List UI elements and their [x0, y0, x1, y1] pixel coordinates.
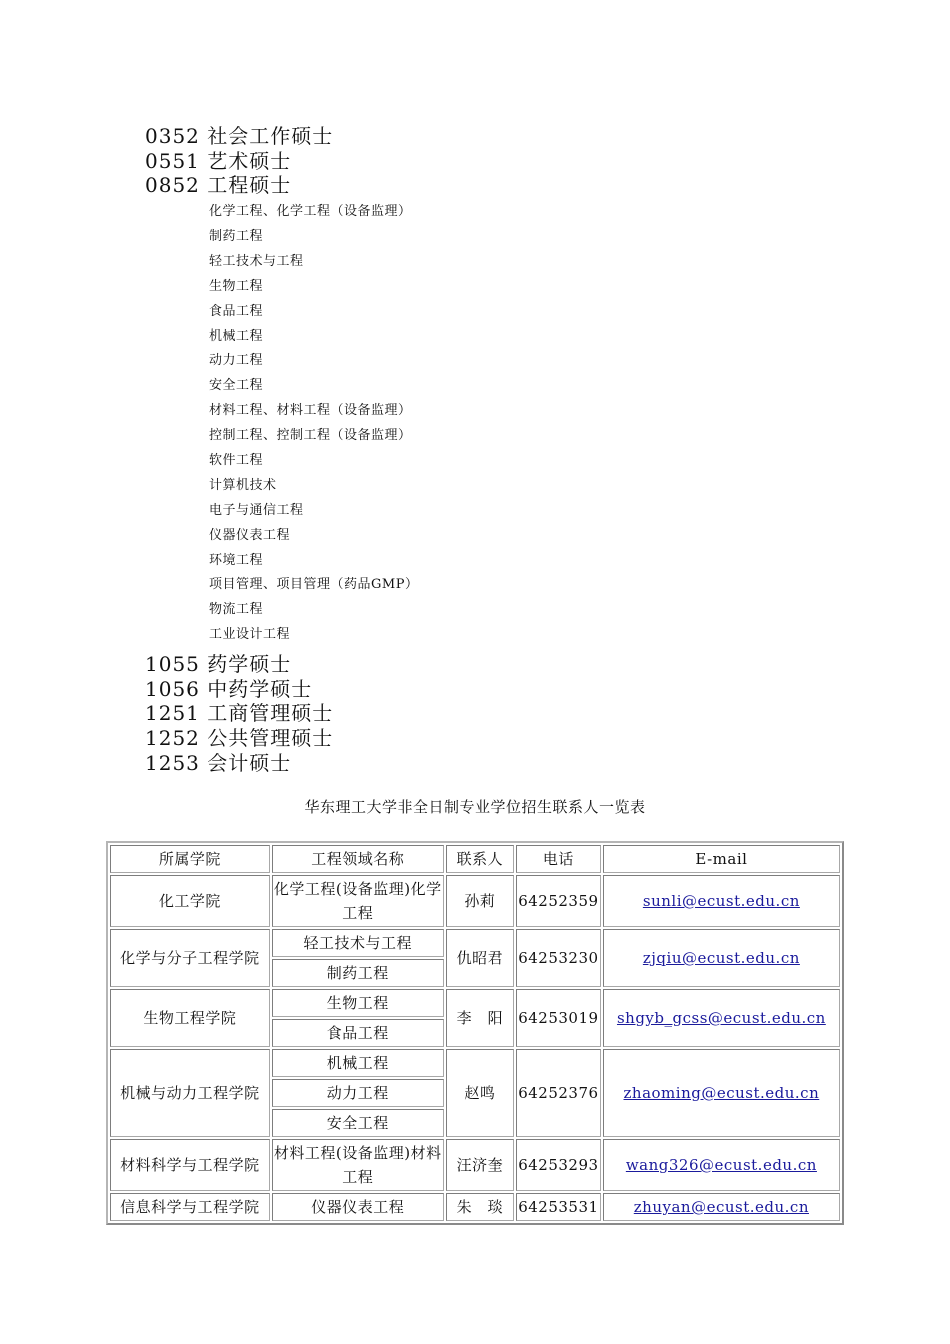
email-link[interactable]: zjqiu@ecust.edu.cn [642, 949, 800, 967]
engineering-field: 环境工程 [209, 552, 264, 568]
contact-table [106, 841, 844, 1225]
email-link[interactable]: wang326@ecust.edu.cn [625, 1156, 817, 1174]
contact-cell: 赵鸣 [446, 1049, 514, 1137]
field-cell: 机械工程 [272, 1049, 444, 1077]
field-cell: 生物工程 [272, 989, 444, 1017]
engineering-field: 食品工程 [209, 303, 264, 319]
field-cell: 制药工程 [272, 959, 444, 987]
table-row [110, 1193, 840, 1221]
engineering-field: 项目管理、项目管理（药品GMP） [209, 577, 419, 593]
table-row [110, 989, 840, 1017]
header-contact: 联系人 [446, 845, 514, 873]
college-cell: 机械与动力工程学院 [110, 1049, 270, 1137]
table-row [110, 1139, 840, 1191]
email-link[interactable]: zhaoming@ecust.edu.cn [623, 1084, 820, 1102]
email-cell [603, 1193, 840, 1221]
email-cell [603, 929, 840, 987]
field-cell: 材料工程(设备监理)材料工程 [272, 1139, 444, 1191]
phone-cell: 64253230 [516, 929, 601, 987]
engineering-field: 机械工程 [209, 328, 264, 344]
phone-cell: 64252376 [516, 1049, 601, 1137]
email-cell [603, 1139, 840, 1191]
table-row [110, 929, 840, 957]
engineering-field: 制药工程 [209, 228, 264, 244]
degree-1251: 1251 工商管理硕士 [145, 701, 334, 726]
header-college: 所属学院 [110, 845, 270, 873]
degree-0551: 0551 艺术硕士 [145, 148, 292, 173]
degree-0852: 0852 工程硕士 [145, 173, 292, 198]
contact-cell: 朱 琰 [446, 1193, 514, 1221]
engineering-field: 工业设计工程 [209, 627, 291, 643]
contact-cell: 仇昭君 [446, 929, 514, 987]
contact-cell: 李 阳 [446, 989, 514, 1047]
email-cell [603, 989, 840, 1047]
field-cell: 化学工程(设备监理)化学工程 [272, 875, 444, 927]
field-cell: 安全工程 [272, 1109, 444, 1137]
email-cell [603, 875, 840, 927]
engineering-field: 电子与通信工程 [209, 502, 304, 518]
college-cell: 生物工程学院 [110, 989, 270, 1047]
table-row [110, 1049, 840, 1077]
engineering-field: 生物工程 [209, 278, 264, 294]
field-cell: 轻工技术与工程 [272, 929, 444, 957]
table-caption: 华东理工大学非全日制专业学位招生联系人一览表 [304, 798, 646, 816]
phone-cell: 64253293 [516, 1139, 601, 1191]
phone-cell: 64253019 [516, 989, 601, 1047]
degree-1055: 1055 药学硕士 [145, 652, 292, 677]
email-link[interactable]: sunli@ecust.edu.cn [642, 892, 800, 910]
phone-cell: 64252359 [516, 875, 601, 927]
header-email: E-mail [603, 845, 840, 873]
contact-cell: 孙莉 [446, 875, 514, 927]
degree-1056: 1056 中药学硕士 [145, 676, 313, 701]
email-link[interactable]: zhuyan@ecust.edu.cn [633, 1198, 809, 1216]
engineering-field-list [209, 198, 418, 652]
degree-1252: 1252 公共管理硕士 [145, 726, 334, 751]
email-link[interactable]: shgyb_gcss@ecust.edu.cn [616, 1009, 826, 1027]
header-phone: 电话 [516, 845, 601, 873]
college-cell: 化工学院 [110, 875, 270, 927]
contact-cell: 汪济奎 [446, 1139, 514, 1191]
degree-list [145, 124, 418, 776]
engineering-field: 仪器仪表工程 [209, 527, 291, 543]
engineering-field: 化学工程、化学工程（设备监理） [209, 204, 412, 220]
engineering-field: 物流工程 [209, 602, 264, 618]
phone-cell: 64253531 [516, 1193, 601, 1221]
field-cell: 仪器仪表工程 [272, 1193, 444, 1221]
table-row [110, 875, 840, 927]
engineering-field: 控制工程、控制工程（设备监理） [209, 428, 412, 444]
engineering-field: 安全工程 [209, 378, 264, 394]
engineering-field: 软件工程 [209, 452, 264, 468]
field-cell: 动力工程 [272, 1079, 444, 1107]
college-cell: 材料科学与工程学院 [110, 1139, 270, 1191]
engineering-field: 轻工技术与工程 [209, 253, 304, 269]
college-cell: 信息科学与工程学院 [110, 1193, 270, 1221]
engineering-field: 计算机技术 [209, 477, 277, 493]
table-header-row [110, 845, 840, 873]
degree-0352: 0352 社会工作硕士 [145, 124, 334, 148]
header-field: 工程领域名称 [272, 845, 444, 873]
degree-1253: 1253 会计硕士 [145, 750, 292, 775]
email-cell [603, 1049, 840, 1137]
field-cell: 食品工程 [272, 1019, 444, 1047]
college-cell: 化学与分子工程学院 [110, 929, 270, 987]
engineering-field: 材料工程、材料工程（设备监理） [209, 403, 412, 419]
engineering-field: 动力工程 [209, 353, 264, 369]
